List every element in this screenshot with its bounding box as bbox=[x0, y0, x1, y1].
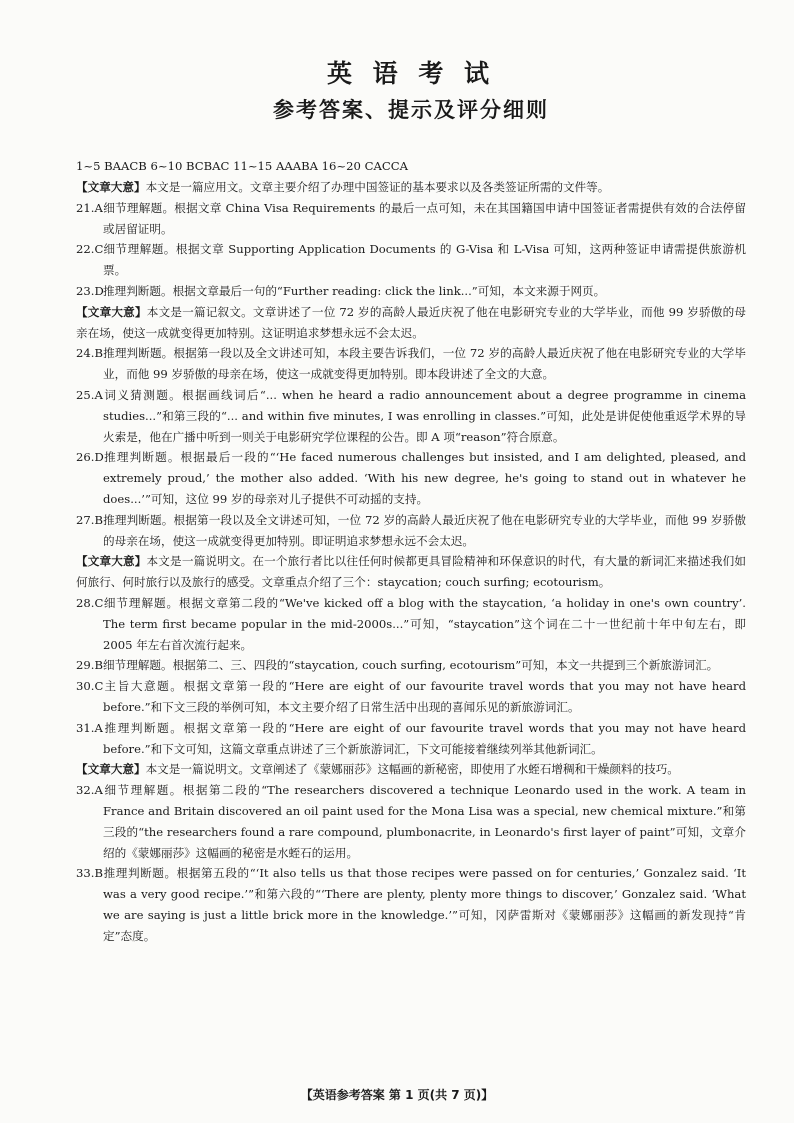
answer-item: 32.A细节理解题。根据第二段的“The researchers discovered a technique Leonardo used in the work. A team in France and Britain discovered an oil paint used for the Mona Lisa was a special, new chemical mixture.”和第三段的“the researchers found a rare compound, plumbonacrite, in Leonardo's first layer of paint”可知，文章介绍的《蒙娜丽莎》这幅画的秘密是水蛭石的运用。 bbox=[76, 783, 746, 860]
page-footer: 【英语参考答案 第 1 页(共 7 页)】 bbox=[300, 1088, 494, 1102]
answer-item: 27.B推理判断题。根据第一段以及全文讲述可知，一位 72 岁的高龄人最近庆祝了他在电影研究专业的大学毕业，而他 99 岁骄傲的母亲在场，使这一成就变得更加特别。即证明追求梦想永远不会太迟。 bbox=[76, 512, 746, 548]
answer-item: 23.D推理判断题。根据文章最后一句的“Further reading: click the link...”可知，本文来源于网页。 bbox=[76, 283, 606, 298]
answer-item: 24.B推理判断题。根据第一段以及全文讲述可知，本段主要告诉我们，一位 72 岁的高龄人最近庆祝了他在电影研究专业的大学毕业，而他 99 岁骄傲的母亲在场，使这一成就变得更加特别。即本段讲述了全文的大意。 bbox=[76, 346, 746, 382]
passage-summary: 【文章大意】本文是一篇说明文。在一个旅行者比以往任何时候都更具冒险精神和环保意识的时代，有大量的新词汇来描述我们如何旅行、何时旅行以及旅行的感受。文章重点介绍了三个：staycation; couch surfing; ecotourism。 bbox=[76, 554, 746, 590]
answer-item: 25.A词义猜测题。根据画线词后“... when he heard a radio announcement about a degree programme in cinema studies...”和第三段的“... and within five minutes, I was enrolling in classes.”可知，此处是讲促使他重返学术界的导火索是，他在广播中听到一则关于电影研究学位课程的公告。即 A 项“reason”符合原意。 bbox=[76, 387, 746, 444]
passage-summary: 【文章大意】本文是一篇记叙文。文章讲述了一位 72 岁的高龄人最近庆祝了他在电影研究专业的大学毕业，而他 99 岁骄傲的母亲在场，使这一成就变得更加特别。这证明追求梦想永远不会太迟。 bbox=[76, 304, 746, 340]
answer-item: 29.B细节理解题。根据第二、三、四段的“staycation, couch surfing, ecotourism”可知，本文一共提到三个新旅游词汇。 bbox=[76, 658, 719, 673]
answer-item: 30.C主旨大意题。根据文章第一段的“Here are eight of our favourite travel words that you may not have heard before.”和下文三段的举例可知，本文主要介绍了日常生活中出现的喜闻乐见的新旅游词汇。 bbox=[76, 679, 746, 714]
passage-summary: 【文章大意】本文是一篇应用文。文章主要介绍了办理中国签证的基本要求以及各类签证所需的文件等。 bbox=[76, 180, 610, 194]
page-subtitle: 参考答案、提示及评分细则 bbox=[273, 98, 549, 122]
answer-item: 22.C细节理解题。根据文章 Supporting Application Documents 的 G-Visa 和 L-Visa 可知，这两种签证申请需提供旅游机票。 bbox=[76, 242, 746, 278]
answer-item: 26.D推理判断题。根据最后一段的“‘He faced numerous challenges but insisted, and I am delighted, pleased, and extremely proud,’ the mother also added. ‘With his new degree, he's going to stand out in whatever he does...’”可知，这位 99 岁的母亲对儿子提供不可动摇的支持。 bbox=[76, 450, 746, 506]
page-title: 英 语 考 试 bbox=[326, 59, 496, 88]
passage-summary: 【文章大意】本文是一篇说明文。文章阐述了《蒙娜丽莎》这幅画的新秘密，即使用了水蛭石增稠和干燥颜料的技巧。 bbox=[76, 762, 679, 777]
answer-key-line: 1~5 BAACB 6~10 BCBAC 11~15 AAABA 16~20 CACCA bbox=[76, 159, 408, 173]
answer-item: 31.A推理判断题。根据文章第一段的“Here are eight of our favourite travel words that you may not have heard before.”和下文可知，这篇文章重点讲述了三个新旅游词汇，下文可能接着继续列举其他新词汇。 bbox=[76, 720, 746, 756]
answer-item: 21.A细节理解题。根据文章 China Visa Requirements 的最后一点可知，未在其国籍国申请中国签证者需提供有效的合法停留或居留证明。 bbox=[76, 200, 746, 236]
answer-item: 28.C细节理解题。根据文章第二段的“We've kicked off a blog with the staycation, ‘a holiday in one's own country’. The term first became popular in the mid-2000s...”可知，“staycation”这个词在二十一世纪前十年中旬左右，即 2005 年左右首次流行起来。 bbox=[76, 595, 746, 652]
explanations bbox=[76, 177, 746, 946]
answer-item: 33.B推理判断题。根据第五段的“‘It also tells us that those recipes were passed on for centuries,’ Gonzalez said. ‘It was a very good recipe.’”和第六段的“‘There are plenty, plenty more things to discover,’ Gonzalez said. ‘What we are saying is just a little brick more in the knowledge.’”可知，冈萨雷斯对《蒙娜丽莎》这幅画的新发现持“肯定”态度。 bbox=[76, 866, 746, 943]
